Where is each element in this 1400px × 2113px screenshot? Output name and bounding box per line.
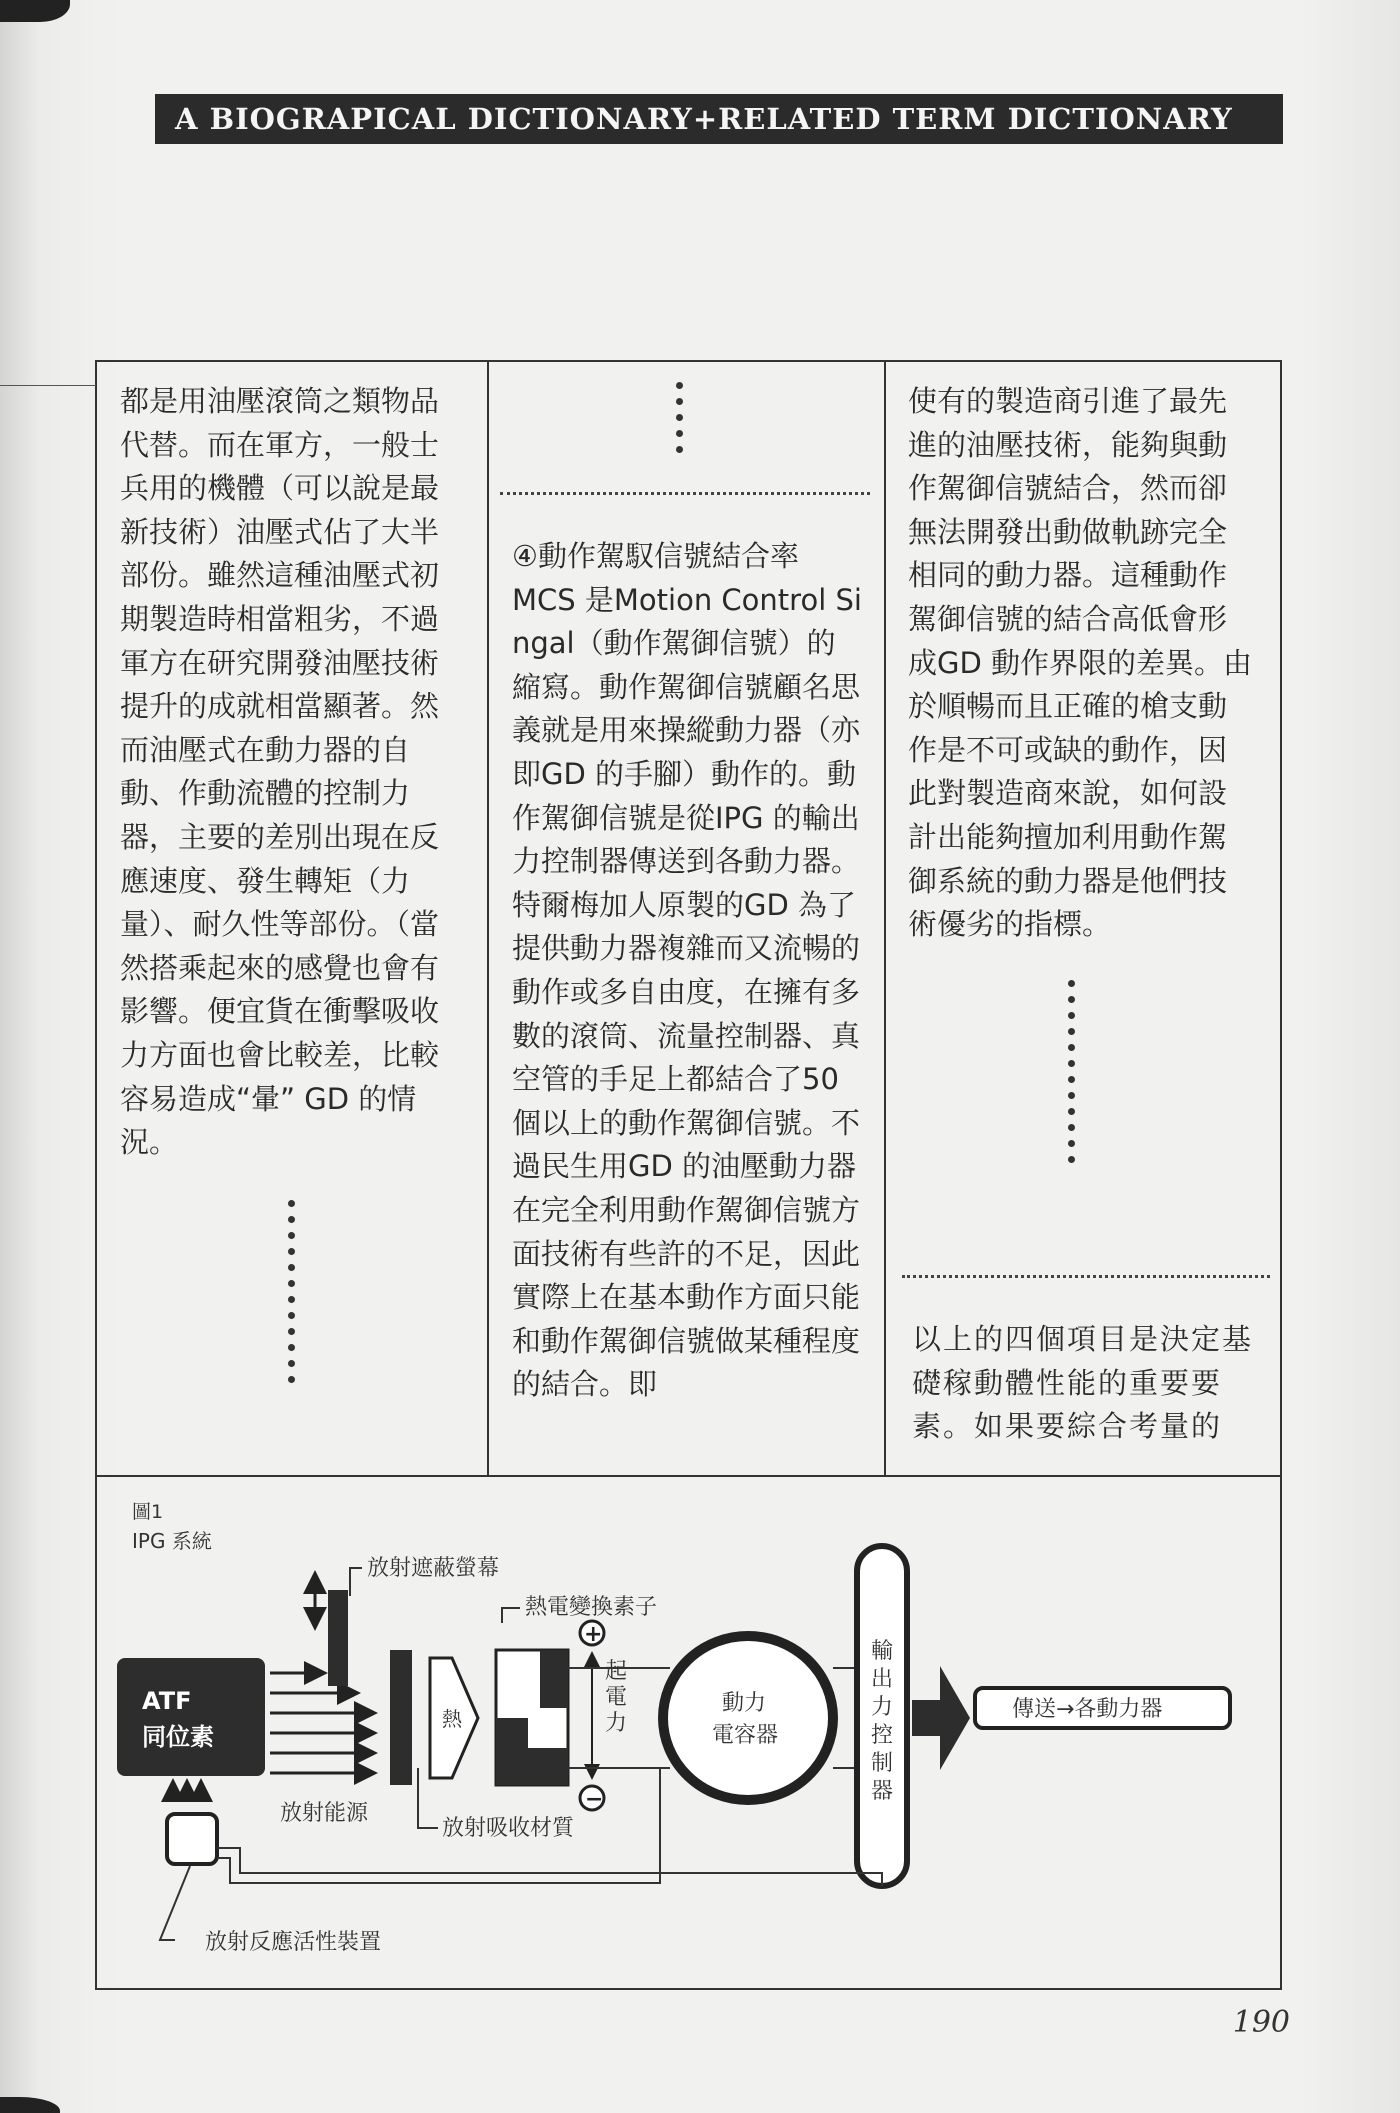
figure-divider bbox=[95, 1475, 1282, 1477]
thermo-leader-line bbox=[502, 1608, 520, 1623]
output-arrow-icon bbox=[912, 1666, 970, 1770]
isotope-label: 同位素 bbox=[142, 1723, 214, 1751]
ipg-diagram bbox=[100, 1478, 1285, 1993]
radiation-absorber bbox=[390, 1650, 412, 1785]
capacitor-label-1: 動力 bbox=[722, 1691, 767, 1716]
ellipsis-dots bbox=[676, 382, 684, 462]
plus-sign: + bbox=[584, 1622, 603, 1647]
section-separator bbox=[500, 492, 870, 495]
emf-char-3: 力 bbox=[605, 1711, 628, 1736]
section-separator bbox=[902, 1275, 1270, 1278]
emf-char-2: 電 bbox=[605, 1685, 628, 1710]
controller-char-5: 制 bbox=[871, 1751, 894, 1776]
send-label: 傳送→各動力器 bbox=[1012, 1697, 1163, 1722]
controller-char-3: 力 bbox=[871, 1695, 894, 1720]
column-divider-1 bbox=[487, 360, 489, 1475]
text-column-3-top: 使有的製造商引進了最先進的油壓技術，能夠與動作駕御信號結合，然而卻無法開發出動做軌跡完全相同的動力器。這種動作駕御信號的結合高低會形成GD 動作界限的差異。由於順暢而且正確的槍支動作是不可或缺的動作，因此對製造商來說，如何設計出能夠擅加利用動作駕御系統的動力器是他們技術優劣的指標。 bbox=[908, 384, 1253, 942]
emf-char-1: 起 bbox=[605, 1659, 628, 1684]
column-divider-2 bbox=[884, 360, 886, 1475]
power-capacitor bbox=[663, 1636, 833, 1800]
feed-arrows bbox=[173, 1781, 201, 1800]
source-label: 放射能源 bbox=[280, 1801, 369, 1826]
reactor-label: 放射反應活性裝置 bbox=[205, 1930, 382, 1955]
controller-char-2: 出 bbox=[871, 1667, 894, 1692]
scan-edge-shadow bbox=[0, 2097, 60, 2113]
text-column-2: ④動作駕馭信號結合率 MCS 是Motion Control Singal（動作駕御信號）的縮寫。動作駕御信號顧名思義就是用來操縱動力器（亦即GD 的手腳）動作的。動作駕御信號是從IPG 的輸出力控制器傳送到各動力器。特爾梅加人原製的GD 為了提供動力器複雜而又流暢的動作或多自由度，在擁有多數的滾筒、流量控制器、真空管的手足上都結合了50 個以上的動作駕御信號。不過民生用GD 的油壓動力器在完全利用動作駕御信號方面技術有些許的不足，因此實際上在基本動作方面只能和動作駕御信號做某種程度的結合。即 bbox=[512, 539, 862, 1402]
reactor-leader-line bbox=[160, 1866, 190, 1940]
controller-char-4: 控 bbox=[871, 1723, 894, 1748]
ellipsis-dots bbox=[288, 1200, 296, 1392]
atf-label: ATF bbox=[142, 1687, 192, 1715]
thermoelectric-n-region bbox=[540, 1650, 568, 1708]
controller-char-6: 器 bbox=[871, 1779, 894, 1804]
scan-edge-shadow bbox=[0, 0, 70, 22]
reactor-device bbox=[167, 1814, 217, 1864]
minus-sign: − bbox=[585, 1787, 604, 1812]
capacitor-label-2: 電容器 bbox=[712, 1723, 779, 1748]
thermo-label: 熱電變換素子 bbox=[525, 1595, 658, 1620]
figure-label: 圖1 bbox=[132, 1501, 164, 1523]
radiation-shield-screen bbox=[328, 1590, 348, 1686]
text-column-3-bottom: 以上的四個項目是決定基礎稼動體性能的重要要素。如果要綜合考量的 bbox=[912, 1322, 1254, 1444]
controller-char-1: 輸 bbox=[871, 1639, 894, 1664]
ellipsis-dots bbox=[1068, 980, 1076, 1172]
margin-rule bbox=[0, 385, 96, 386]
heat-label: 熱 bbox=[442, 1707, 462, 1731]
radiation-arrows bbox=[270, 1673, 375, 1773]
table-left-border bbox=[95, 360, 97, 1990]
shield-leader-line bbox=[350, 1568, 362, 1596]
ipg-system-figure bbox=[100, 1478, 1285, 1993]
page-number: 190 bbox=[1232, 2005, 1290, 2040]
atf-isotope-box bbox=[117, 1658, 265, 1776]
text-column-1: 都是用油壓滾筒之類物品代替。而在軍方，一般士兵用的機體（可以說是最新技術）油壓式佔了大半部份。雖然這種油壓式初期製造時相當粗劣，不過軍方在研究開發油壓技術提升的成就相當顯著。然而油壓式在動力器的自動、作動流體的控制力器，主要的差別出現在反應速度、發生轉矩（力量）、耐久性等部份。（當然搭乘起來的感覺也會有影響。便宜貨在衝擊吸收力方面也會比較差，比較容易造成“暈” GD 的情況。 bbox=[120, 384, 440, 1160]
figure-title: IPG 系統 bbox=[132, 1529, 212, 1553]
shield-label: 放射遮蔽螢幕 bbox=[367, 1556, 500, 1581]
table-top-border bbox=[95, 360, 1282, 362]
page-header-banner: A BIOGRAPICAL DICTIONARY+RELATED TERM DICTIONARY bbox=[155, 94, 1283, 144]
feedback-wire bbox=[217, 1848, 882, 1886]
absorber-label: 放射吸收材質 bbox=[442, 1816, 575, 1841]
